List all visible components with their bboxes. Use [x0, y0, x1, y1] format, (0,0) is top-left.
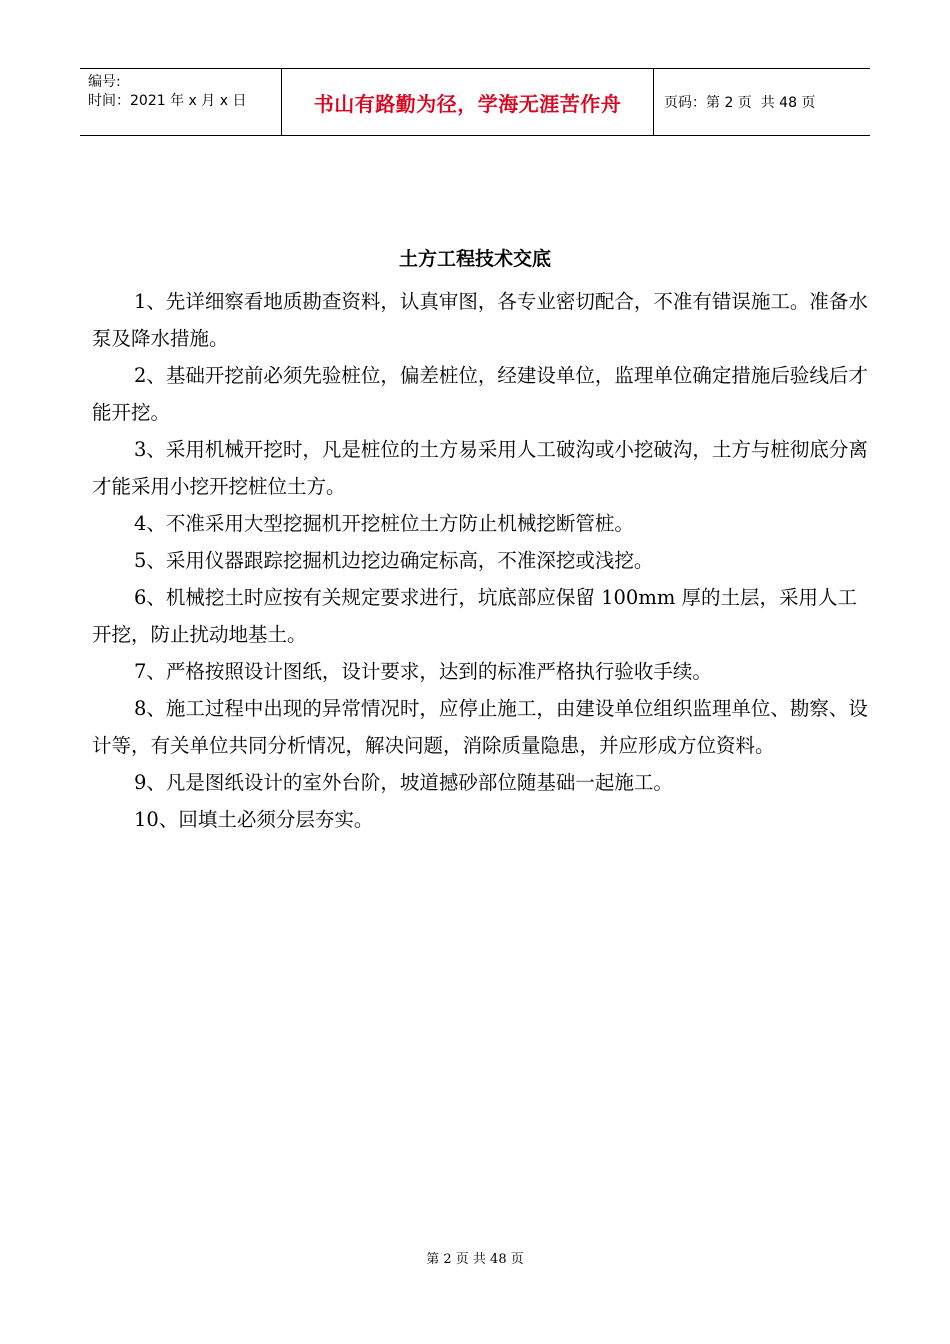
header-page-info: 页码：第 2 页 共 48 页 — [664, 95, 816, 111]
date-line: 时间：2021 年 x 月 x 日 — [88, 93, 247, 109]
page-header — [80, 68, 870, 136]
document-title: 土方工程技术交底 — [398, 248, 551, 270]
paragraph-5: 5、采用仪器跟踪挖掘机边挖边确定标高，不准深挖或浅挖。 — [134, 549, 654, 572]
paragraph-10: 10、回填土必须分层夯实。 — [134, 808, 374, 831]
header-meta — [80, 69, 281, 135]
paragraph-4: 4、不准采用大型挖掘机开挖桩位土方防止机械挖断管桩。 — [134, 512, 634, 535]
paragraph-7: 7、严格按照设计图纸，设计要求，达到的标准严格执行验收手续。 — [134, 660, 712, 683]
header-motto: 书山有路勤为径，学海无涯苦作舟 — [281, 69, 654, 135]
paragraph-6: 6、机械挖土时应按有关规定要求进行，坑底部应保留 100mm 厚的土层，采用人工开挖，防止扰动地基土。 — [92, 586, 858, 646]
serial-number-label: 编号: — [88, 74, 121, 90]
document-body — [92, 283, 872, 838]
paragraph-1: 1、先详细察看地质勘查资料，认真审图，各专业密切配合，不准有错误施工。准备水泵及降水措施。 — [92, 290, 868, 350]
paragraph-9: 9、凡是图纸设计的室外台阶，坡道撼砂部位随基础一起施工。 — [134, 771, 673, 794]
paragraph-2: 2、基础开挖前必须先验桩位，偏差桩位，经建设单位，监理单位确定措施后验线后才能开挖。 — [92, 364, 868, 424]
paragraph-3: 3、采用机械开挖时，凡是桩位的土方易采用人工破沟或小挖破沟，土方与桩彻底分离才能采用小挖开挖桩位土方。 — [92, 438, 868, 498]
page-footer: 第 2 页 共 48 页 — [426, 1252, 524, 1267]
paragraph-8: 8、施工过程中出现的异常情况时，应停止施工，由建设单位组织监理单位、勘察、设计等，有关单位共同分析情况，解决问题，消除质量隐患，并应形成方位资料。 — [92, 697, 868, 757]
